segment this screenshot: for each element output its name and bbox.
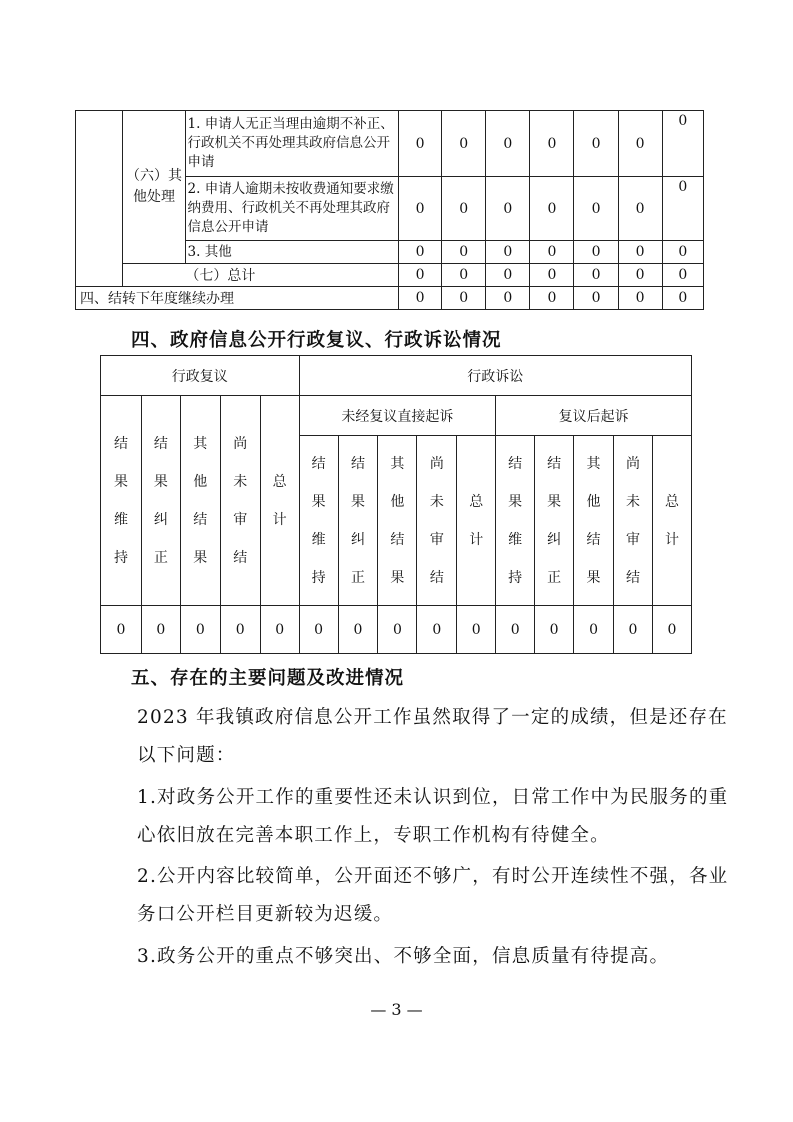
header-char: 未 [625,493,640,510]
header-char: 结 [508,455,523,472]
row-label: 2. 申请人逾期未按收费通知要求缴纳费用、行政机关不再处理其政府信息公开申请 [185,177,398,241]
table-cell: 0 [613,606,652,654]
table-cell: 0 [574,177,618,241]
header-char: 结 [429,569,444,586]
table-cell: 0 [618,111,662,177]
after-corrected-header [535,436,574,606]
table-cell: 0 [442,177,486,241]
header-char: 持 [508,569,523,586]
header-char: 果 [193,549,208,566]
table-cell: 0 [530,111,574,177]
header-char: 审 [429,531,444,548]
header-char: 果 [390,569,405,586]
table-cell: 0 [398,111,441,177]
header-char: 尚 [429,455,444,472]
page-number: — 3 — [370,1000,423,1019]
section5-title: 五、存在的主要问题及改进情况 [131,668,405,689]
review-header: 行政复议 [101,356,300,396]
table-cell: 0 [530,287,574,310]
table-cell: 0 [442,241,486,264]
direct-pending-header [417,436,457,606]
table-cell: 0 [618,264,662,287]
header-char: 总 [664,493,679,510]
header-char: 正 [153,549,168,566]
header-char: 结 [311,455,326,472]
other-processing-label [123,111,185,264]
table-cell: 0 [442,264,486,287]
header-char: 其 [586,455,601,472]
review-other-result-header [180,396,220,606]
table-cell: 0 [662,241,703,264]
table-cell: 0 [652,606,691,654]
header-char: 纠 [547,531,562,548]
table-cell: 0 [662,111,703,177]
paragraph: 1.对政务公开工作的重要性还未认识到位，日常工作中为民服务的重心依旧放在完善本职工作上，专职工作机构有待健全。 [137,787,729,846]
review-total-header [260,396,299,606]
header-char: 纠 [350,531,365,548]
litigation-header: 行政诉讼 [299,356,691,396]
header-char: 维 [113,511,128,528]
table-cell: 0 [486,177,530,241]
table-cell: 0 [530,241,574,264]
table-cell: 0 [141,606,180,654]
header-char: 果 [113,473,128,490]
header-char: 结 [113,435,128,452]
header-char: 计 [664,531,679,548]
header-char: 审 [625,531,640,548]
total-row-label: （七）总计 [123,264,399,287]
header-char: 未 [429,493,444,510]
table-cell: 0 [398,177,441,241]
table-cell: 0 [662,264,703,287]
direct-total-header [457,436,496,606]
header-char: 果 [350,493,365,510]
table-cell: 0 [378,606,417,654]
table-cell: 0 [299,606,338,654]
header-char: 未 [233,473,248,490]
header-char: 他 [586,493,601,510]
header-char: 其 [193,435,208,452]
table-cell: 0 [260,606,299,654]
header-char: 结 [625,569,640,586]
table-cell: 0 [398,287,441,310]
table-cell: 0 [180,606,220,654]
carryover-row-label: 四、结转下年度继续办理 [76,287,399,310]
direct-corrected-header [338,436,378,606]
paragraph: 2.公开内容比较简单，公开面还不够广，有时公开连续性不强，各业务口公开栏目更新较为迟缓。 [137,866,729,925]
table-cell: 0 [574,111,618,177]
after-total-header [652,436,691,606]
table-cell: 0 [398,241,441,264]
header-char: 结 [233,549,248,566]
header-char: 持 [113,549,128,566]
review-litigation-table [100,355,692,654]
paragraph: 3.政务公开的重点不够突出、不够全面，信息质量有待提高。 [137,946,670,967]
table-cell: 0 [574,241,618,264]
header-char: 结 [390,531,405,548]
header-char: 结 [193,511,208,528]
table-cell: 0 [496,606,535,654]
table-cell: 0 [618,177,662,241]
table-cell: 0 [530,264,574,287]
row-label: 1. 申请人无正当理由逾期不补正、行政机关不再处理其政府信息公开申请 [185,111,398,177]
header-char: 结 [547,455,562,472]
header-char: 尚 [233,435,248,452]
table-cell: 0 [398,264,441,287]
table-cell: 0 [486,287,530,310]
other-processing-text: （六）其他处理 [125,168,182,205]
table-cell: 0 [574,606,614,654]
table-cell: 0 [618,241,662,264]
table-cell: 0 [442,287,486,310]
paragraph: 2023 年我镇政府信息公开工作虽然取得了一定的成绩，但是还存在以下问题： [137,707,728,766]
header-char: 正 [547,569,562,586]
table-cell: 0 [486,111,530,177]
header-char: 结 [350,455,365,472]
header-char: 果 [153,473,168,490]
header-char: 维 [311,531,326,548]
header-char: 果 [586,569,601,586]
row-label: 3. 其他 [185,241,398,264]
header-char: 持 [311,569,326,586]
header-char: 纠 [153,511,168,528]
after-other-header [574,436,614,606]
header-char: 尚 [625,455,640,472]
direct-other-header [378,436,417,606]
review-pending-header [220,396,260,606]
header-char: 计 [469,531,484,548]
header-char: 结 [586,531,601,548]
header-char: 其 [390,455,405,472]
table-cell: 0 [417,606,457,654]
blank-category-cell [76,111,123,287]
after-review-header: 复议后起诉 [496,396,692,436]
table-cell: 0 [101,606,142,654]
review-result-upheld-header [101,396,142,606]
statistics-table-continued [75,110,704,310]
header-char: 维 [508,531,523,548]
header-char: 果 [311,493,326,510]
header-char: 他 [193,473,208,490]
review-result-corrected-header [141,396,180,606]
table-cell: 0 [486,264,530,287]
table-cell: 0 [662,177,703,241]
after-upheld-header [496,436,535,606]
header-char: 正 [350,569,365,586]
header-char: 果 [547,493,562,510]
table-cell: 0 [442,111,486,177]
table-cell: 0 [338,606,378,654]
table-cell: 0 [457,606,496,654]
table-cell: 0 [535,606,574,654]
table-cell: 0 [486,241,530,264]
header-char: 审 [233,511,248,528]
header-char: 果 [508,493,523,510]
header-char: 计 [272,511,287,528]
table-cell: 0 [530,177,574,241]
section4-title: 四、政府信息公开行政复议、行政诉讼情况 [131,330,502,351]
header-char: 总 [272,473,287,490]
header-char: 总 [469,493,484,510]
table-cell: 0 [220,606,260,654]
table-cell: 0 [574,287,618,310]
header-char: 他 [390,493,405,510]
direct-suit-header: 未经复议直接起诉 [299,396,496,436]
direct-upheld-header [299,436,338,606]
after-pending-header [613,436,652,606]
header-char: 结 [153,435,168,452]
table-cell: 0 [662,287,703,310]
table-cell: 0 [618,287,662,310]
table-cell: 0 [574,264,618,287]
